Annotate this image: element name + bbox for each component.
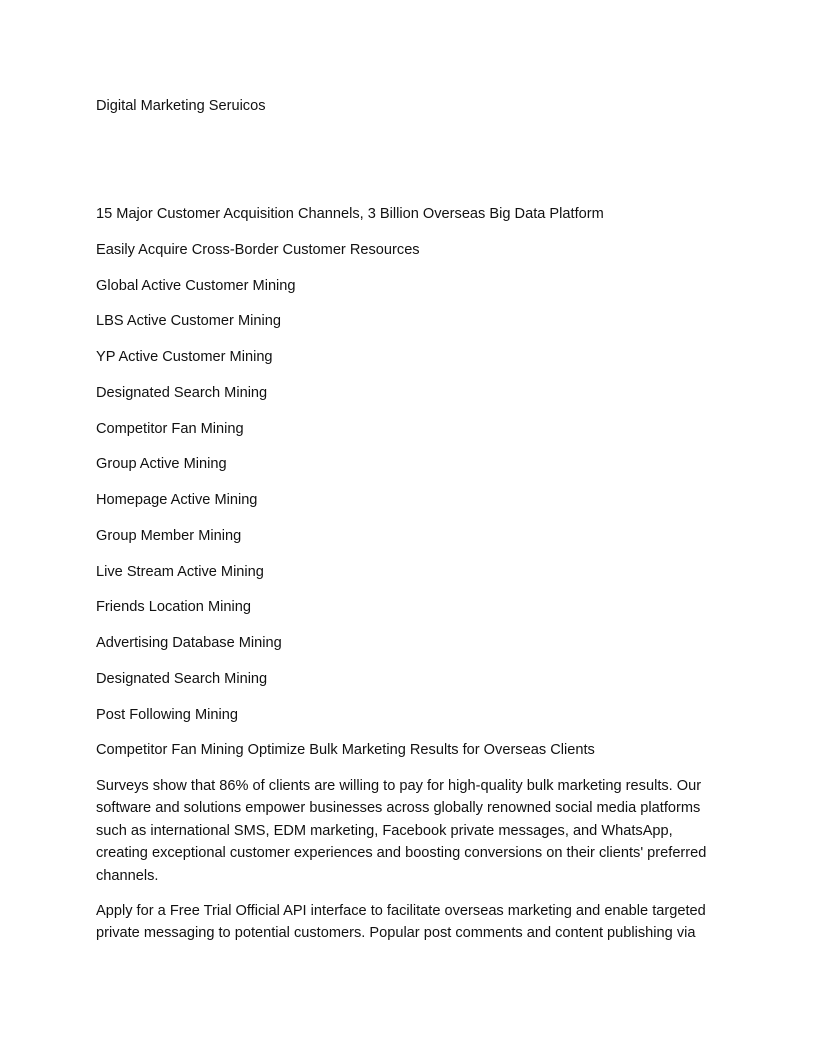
channel-item: LBS Active Customer Mining: [96, 313, 281, 329]
channel-item: Friends Location Mining: [96, 599, 251, 615]
tagline: Competitor Fan Mining Optimize Bulk Marketing Results for Overseas Clients: [96, 742, 595, 758]
channel-item: Group Active Mining: [96, 456, 227, 472]
channel-item: Global Active Customer Mining: [96, 278, 296, 294]
channel-item: Live Stream Active Mining: [96, 564, 264, 580]
subheadline: Easily Acquire Cross-Border Customer Resources: [96, 242, 420, 258]
document-title: Digital Marketing Seruicos: [96, 98, 266, 114]
body-paragraph-1: Surveys show that 86% of clients are willing to pay for high-quality bulk marketing results. Our software and solutions empower businesses across globally renowned social media platforms such as international SMS, EDM marketing, Facebook private messages, and WhatsApp, creating exceptional customer experiences and boosting conversions on their clients' preferred channels.: [96, 778, 707, 884]
body-paragraph-2: Apply for a Free Trial Official API interface to facilitate overseas marketing and enable targeted private messaging to potential customers. Popular post comments and content publishing via: [96, 903, 706, 942]
channel-item: Competitor Fan Mining: [96, 421, 244, 437]
channel-item: Advertising Database Mining: [96, 635, 282, 651]
channel-item: Group Member Mining: [96, 528, 242, 544]
channel-item: Homepage Active Mining: [96, 492, 258, 508]
headline: 15 Major Customer Acquisition Channels, 3 Billion Overseas Big Data Platform: [96, 206, 604, 222]
channel-item: Designated Search Mining: [96, 385, 268, 401]
channel-item: YP Active Customer Mining: [96, 349, 273, 365]
channel-item: Post Following Mining: [96, 707, 238, 723]
channel-item: Designated Search Mining: [96, 671, 268, 687]
